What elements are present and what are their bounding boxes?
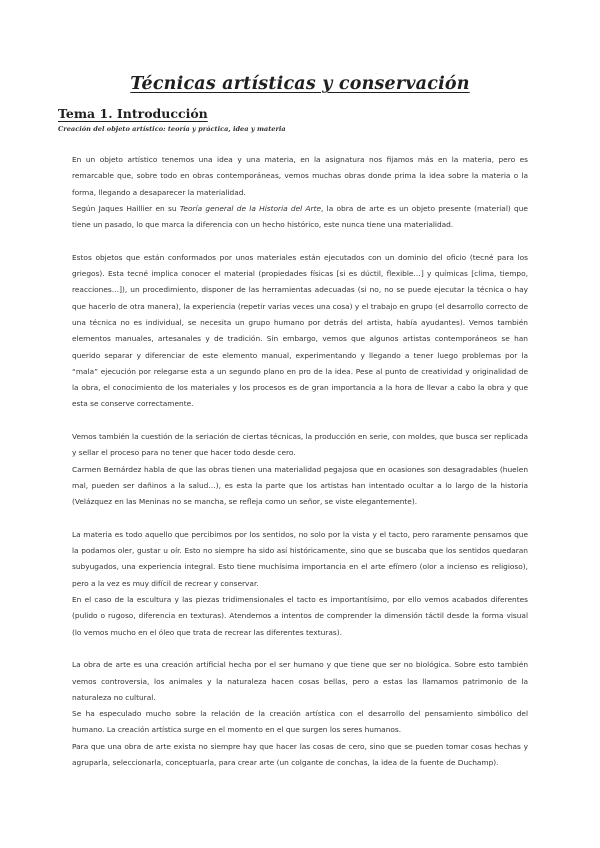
- section-heading: Tema 1. Introducción: [58, 106, 208, 121]
- paragraph: La materia es todo aquello que percibimos por los sentidos, no solo por la vista y el tacto, pero raramente pensamos que la podamos oler, gustar u oír. Esto no siempre ha sido así históricamente, sino que se buscaba que los sentidos quedaran subyugados, una experiencia integral. Esto tiene muchísima importancia en el arte efímero (olor a incienso es religioso), pero a la vez es muy difícil de recrear y conservar.: [72, 529, 528, 588]
- paragraph: Para que una obra de arte exista no siempre hay que hacer las cosas de cero, sino que se pueden tomar cosas hechas y agruparla, seleccionarla, conceptuarla, para crear arte (un colgante de conchas, la idea de la fuente de Duchamp).: [72, 741, 528, 767]
- paragraph: En el caso de la escultura y las piezas tridimensionales el tacto es importantísimo, por ello vemos acabados diferentes (pulido o rugoso, diferencia en texturas). Atendemos a intentos de comprender la dimensión táctil desde la forma visual (lo vemos mucho en el óleo que trata de recrear las diferentes texturas).: [72, 595, 528, 637]
- paragraph-gap: [72, 413, 528, 429]
- paragraph-gap: [72, 233, 528, 249]
- paragraph: Se ha especulado mucho sobre la relación de la creación artística con el desarrollo del pensamiento simbólico del humano. La creación artística surge en el momento en el que surgen los seres humanos.: [72, 709, 528, 735]
- document-title: Técnicas artísticas y conservación: [130, 74, 470, 94]
- paragraph-gap: [72, 641, 528, 657]
- book-title: Teoría general de la Historia del Arte: [179, 203, 322, 213]
- paragraph: En un objeto artístico tenemos una idea y una materia, en la asignatura nos fijamos más en la materia, pero es remarcable que, sobre todo en obras contemporáneas, vemos muchas obras donde prima la idea sobre la materia o la forma, llegando a desaparecer la materialidad.: [72, 155, 528, 197]
- paragraph: Según Jaques Haillier en su Teoría general de la Historia del Arte, la obra de arte es un objeto presente (material) que tiene un pasado, lo que marca la diferencia con un hecho histórico, este nunca tiene una materialidad.: [72, 203, 528, 230]
- document-body: [72, 152, 528, 771]
- paragraph-gap: [72, 511, 528, 527]
- section-subheading: Creación del objeto artístico: teoría y práctica, idea y materia: [58, 125, 286, 133]
- paragraph: Vemos también la cuestión de la seriación de ciertas técnicas, la producción en serie, con moldes, que busca ser replicada y sellar el proceso para no tener que hacer todo desde cero.: [72, 432, 528, 458]
- paragraph: La obra de arte es una creación artificial hecha por el ser humano y que tiene que ser no biológica. Sobre esto también vemos controversia, los animales y la naturaleza hacen cosas bellas, pero a estas las llamamos patrimonio de la naturaleza no cultural.: [72, 660, 528, 702]
- paragraph: Estos objetos que están conformados por unos materiales están ejecutados con un dominio del oficio (tecné para los griegos). Esta tecné implica conocer el material (propiedades físicas [si es dúctil, flexible…] y químicas [clima, tiempo, reacciones…]), un procedimiento, disponer de las herramientas adecuadas (si no, no se puede ejecutar la técnica o hay que hacerlo de otra manera), la experiencia (repetir varias veces una cosa) y el trabajo en grupo (el desarrollo correcto de una técnica no es individual, se necesita un grupo humano por detrás del artista, había ayudantes). Vemos también elementos manuales, artesanales y de tradición. Sin embargo, vemos que algunos artistas contemporáneos se han querido separar y diferenciar de este elemento manual, experimentando y llegando a tener luego problemas por la “mala” ejecución por relegarse esta a un segundo plano en pro de la idea. Pese al punto de creatividad y originalidad de la obra, el conocimiento de los materiales y los procesos es de gran importancia a la hora de llevar a cabo la obra y que esta se conserve correctamente.: [72, 252, 528, 409]
- paragraph: Carmen Bernárdez habla de que las obras tienen una materialidad pegajosa que en ocasiones son desagradables (huelen mal, pueden ser dañinos a la salud…), es esta la parte que los artistas han intentado ocultar a lo largo de la historia (Velázquez en las Meninas no se mancha, se refleja como un señor, se viste elegantemente).: [72, 464, 528, 507]
